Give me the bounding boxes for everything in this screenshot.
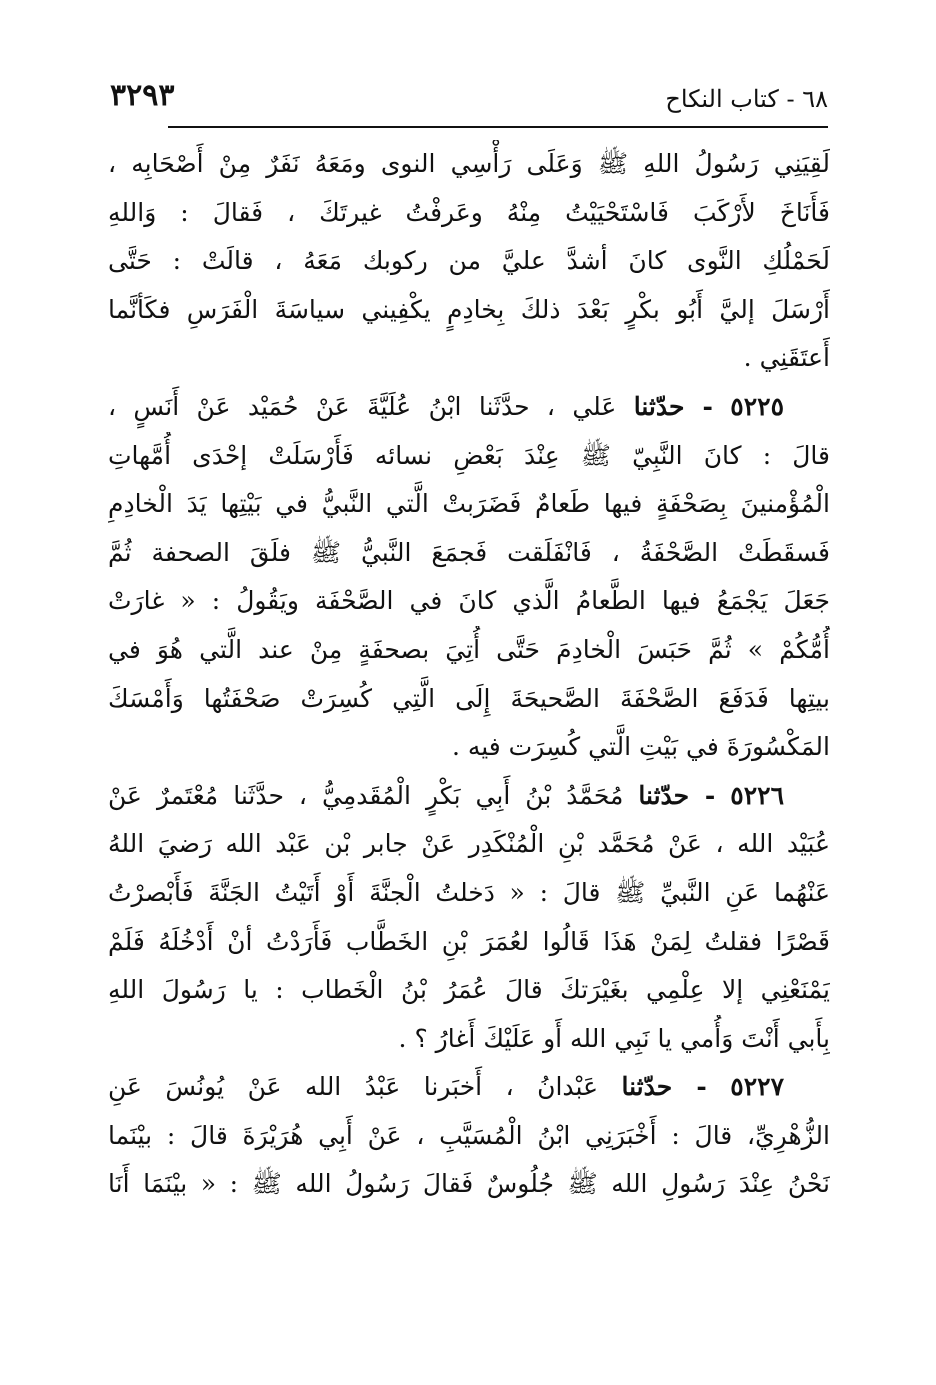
chapter-title: ٦٨ - كتاب النكاح	[665, 85, 828, 113]
text-line: يَمْنَعْنِي إلا عِلْمِي بغَيْرَتكَ قالَ عُمَرُ بْنُ الْخَطاب : يا رَسُولَ اللهِ	[108, 975, 830, 1005]
text-line: عُبَيْد الله ، عَنْ مُحَمَّد بْنِ الْمُنْكَدِر عَنْ جابر بْن عَبْد الله رَضيَ اللهُ	[108, 829, 830, 859]
hadith-first-line: ٥٢٢٧ - حدّثنا عَبْدانُ ، أَخبَرنا عَبْدُ الله عَنْ يُونُسَ عَنِ	[108, 1072, 784, 1102]
text-line: عَنْهُما عَنِ النَّبيِّ ﷺ قالَ : « دَخلتُ الْجنَّةَ أَوْ أَتَيْتُ الجَنَّةَ فَأَبْصرْتُ	[108, 877, 830, 907]
hadith-first-line: ٥٢٢٦ - حدّثنا مُحَمَّدُ بْنُ أَبِي بَكْرٍ الْمُقَدمِيُّ ، حدَّثَنا مُعْتَمرٌ عَنْ	[108, 780, 784, 810]
text-line: قالَ : كانَ النَّبِيّ ﷺ عِنْدَ بَعْضِ نسائه فَأَرْسَلَتْ إحْدَى أُمَّهاتِ	[108, 440, 830, 470]
text-line: فَأَنَاخَ لأَرْكَبَ فَاسْتَحْيَيْتُ مِنْهُ وعَرفْتُ غيرتَكَ ، فَقالَ : وَاللهِ	[108, 197, 830, 227]
text-line: الْمُؤْمنينَ بِصَحْفَةٍ فيها طَعامٌ فَضَرَبتْ الَّتي النَّبيُّ في بَيْتِها يَدَ الْخادِمِ	[108, 489, 830, 519]
hadith-number: ٥٢٢٥	[730, 391, 784, 421]
text-line: بِأَبي أَنْتَ وَأُمي يا نَبِي الله أَو عَلَيْكَ أَغارُ ؟ .	[398, 1023, 830, 1053]
header-rule	[168, 126, 828, 128]
text-line: الزُّهْرِيِّ، قالَ : أَخْبَرَنِي ابْنُ الْمُسَيَّبِ ، عَنْ أَبِي هُرَيْرَةَ قالَ : بيْنَما	[108, 1120, 830, 1150]
text-line: لَقِيَنِي رَسُولُ اللهِ ﷺ وَعَلَى رَأْسِي النوى ومَعَهُ نَفَرٌ مِنْ أَصْحَابِه ،	[108, 149, 830, 178]
page-number: ٣٢٩٣	[110, 78, 175, 113]
text-line: المَكْسُورَةَ في بَيْتِ الَّتي كُسِرَت فيه .	[451, 732, 830, 762]
text-line: أَرْسَلَ إليَّ أَبُو بكْرٍ بَعْدَ ذلكَ بِخادِمٍ يكْفِيني سياسَةَ الْفَرَسِ فكَأنَّما	[108, 294, 830, 324]
hadith-number: ٥٢٢٧	[730, 1072, 784, 1102]
hadith-lead: حدّثنا	[633, 391, 685, 421]
hadith-text: عَبْدانُ ، أَخبَرنا عَبْدُ الله عَنْ يُونُسَ عَنِ	[108, 1072, 598, 1102]
text-line: فَسقَطَتْ الصَّحْفَةُ ، فَانْفَلَقت فَجمَعَ النَّبيُّ ﷺ فلَقَ الصحفة ثُمَّ	[108, 537, 830, 567]
hadith-lead: حدّثنا	[638, 780, 690, 810]
hadith-number: ٥٢٢٦	[730, 780, 784, 810]
hadith-text: عَلي ، حدَّثَنا ابْنُ عُلَيَّةَ عَنْ حُمَيْد عَنْ أَنَسٍ ،	[108, 391, 617, 421]
text-line: جَعَلَ يَجْمَعُ فيها الطَّعامُ الَّذي كانَ في الصَّحْفَة ويَقُولُ : « غارَتْ	[108, 586, 830, 616]
text-line: بيتِها فَدَفَعَ الصَّحْفَةَ الصَّحيحَةَ إِلَى الَّتِي كُسِرَتْ صَحْفَتُها وَأَمْسَكَ	[108, 683, 830, 713]
hadith-first-line: ٥٢٢٥ - حدّثنا عَلي ، حدَّثَنا ابْنُ عُلَيَّةَ عَنْ حُمَيْد عَنْ أَنَسٍ ،	[108, 391, 784, 421]
text-line: نَحْنُ عِنْدَ رَسُولِ الله ﷺ جُلُوسٌ فَقالَ رَسُولُ الله ﷺ : « بيْنَمَا أَنَا	[108, 1169, 830, 1199]
text-line: لَحَمْلُكِ النَّوى كانَ أشدَّ عليَّ من ركوبك مَعَهُ ، قالَتْ : حَتَّى	[108, 246, 830, 276]
text-line: قَصْرًا فقلتُ لِمَنْ هَذَا قَالُوا لعُمَرَ بْنِ الخَطَّاب فَأَرَدْتُ أنْ أَدْخُلَهُ فَلَمْ	[108, 926, 830, 956]
page-body	[108, 140, 830, 1209]
hadith-lead: حدّثنا	[621, 1072, 673, 1102]
text-line: أُمُّكُمْ » ثُمَّ حَبَسَ الْخادِمَ حَتَّى أُتِيَ بصحفَةٍ مِنْ عند الَّتي هُوَ في	[108, 634, 830, 664]
hadith-text: مُحَمَّدُ بْنُ أَبِي بَكْرٍ الْمُقَدمِيُّ ، حدَّثَنا مُعْتَمرٌ عَنْ	[108, 780, 624, 810]
text-line: أَعتَقَنِي .	[743, 343, 830, 373]
page-header	[110, 78, 828, 122]
